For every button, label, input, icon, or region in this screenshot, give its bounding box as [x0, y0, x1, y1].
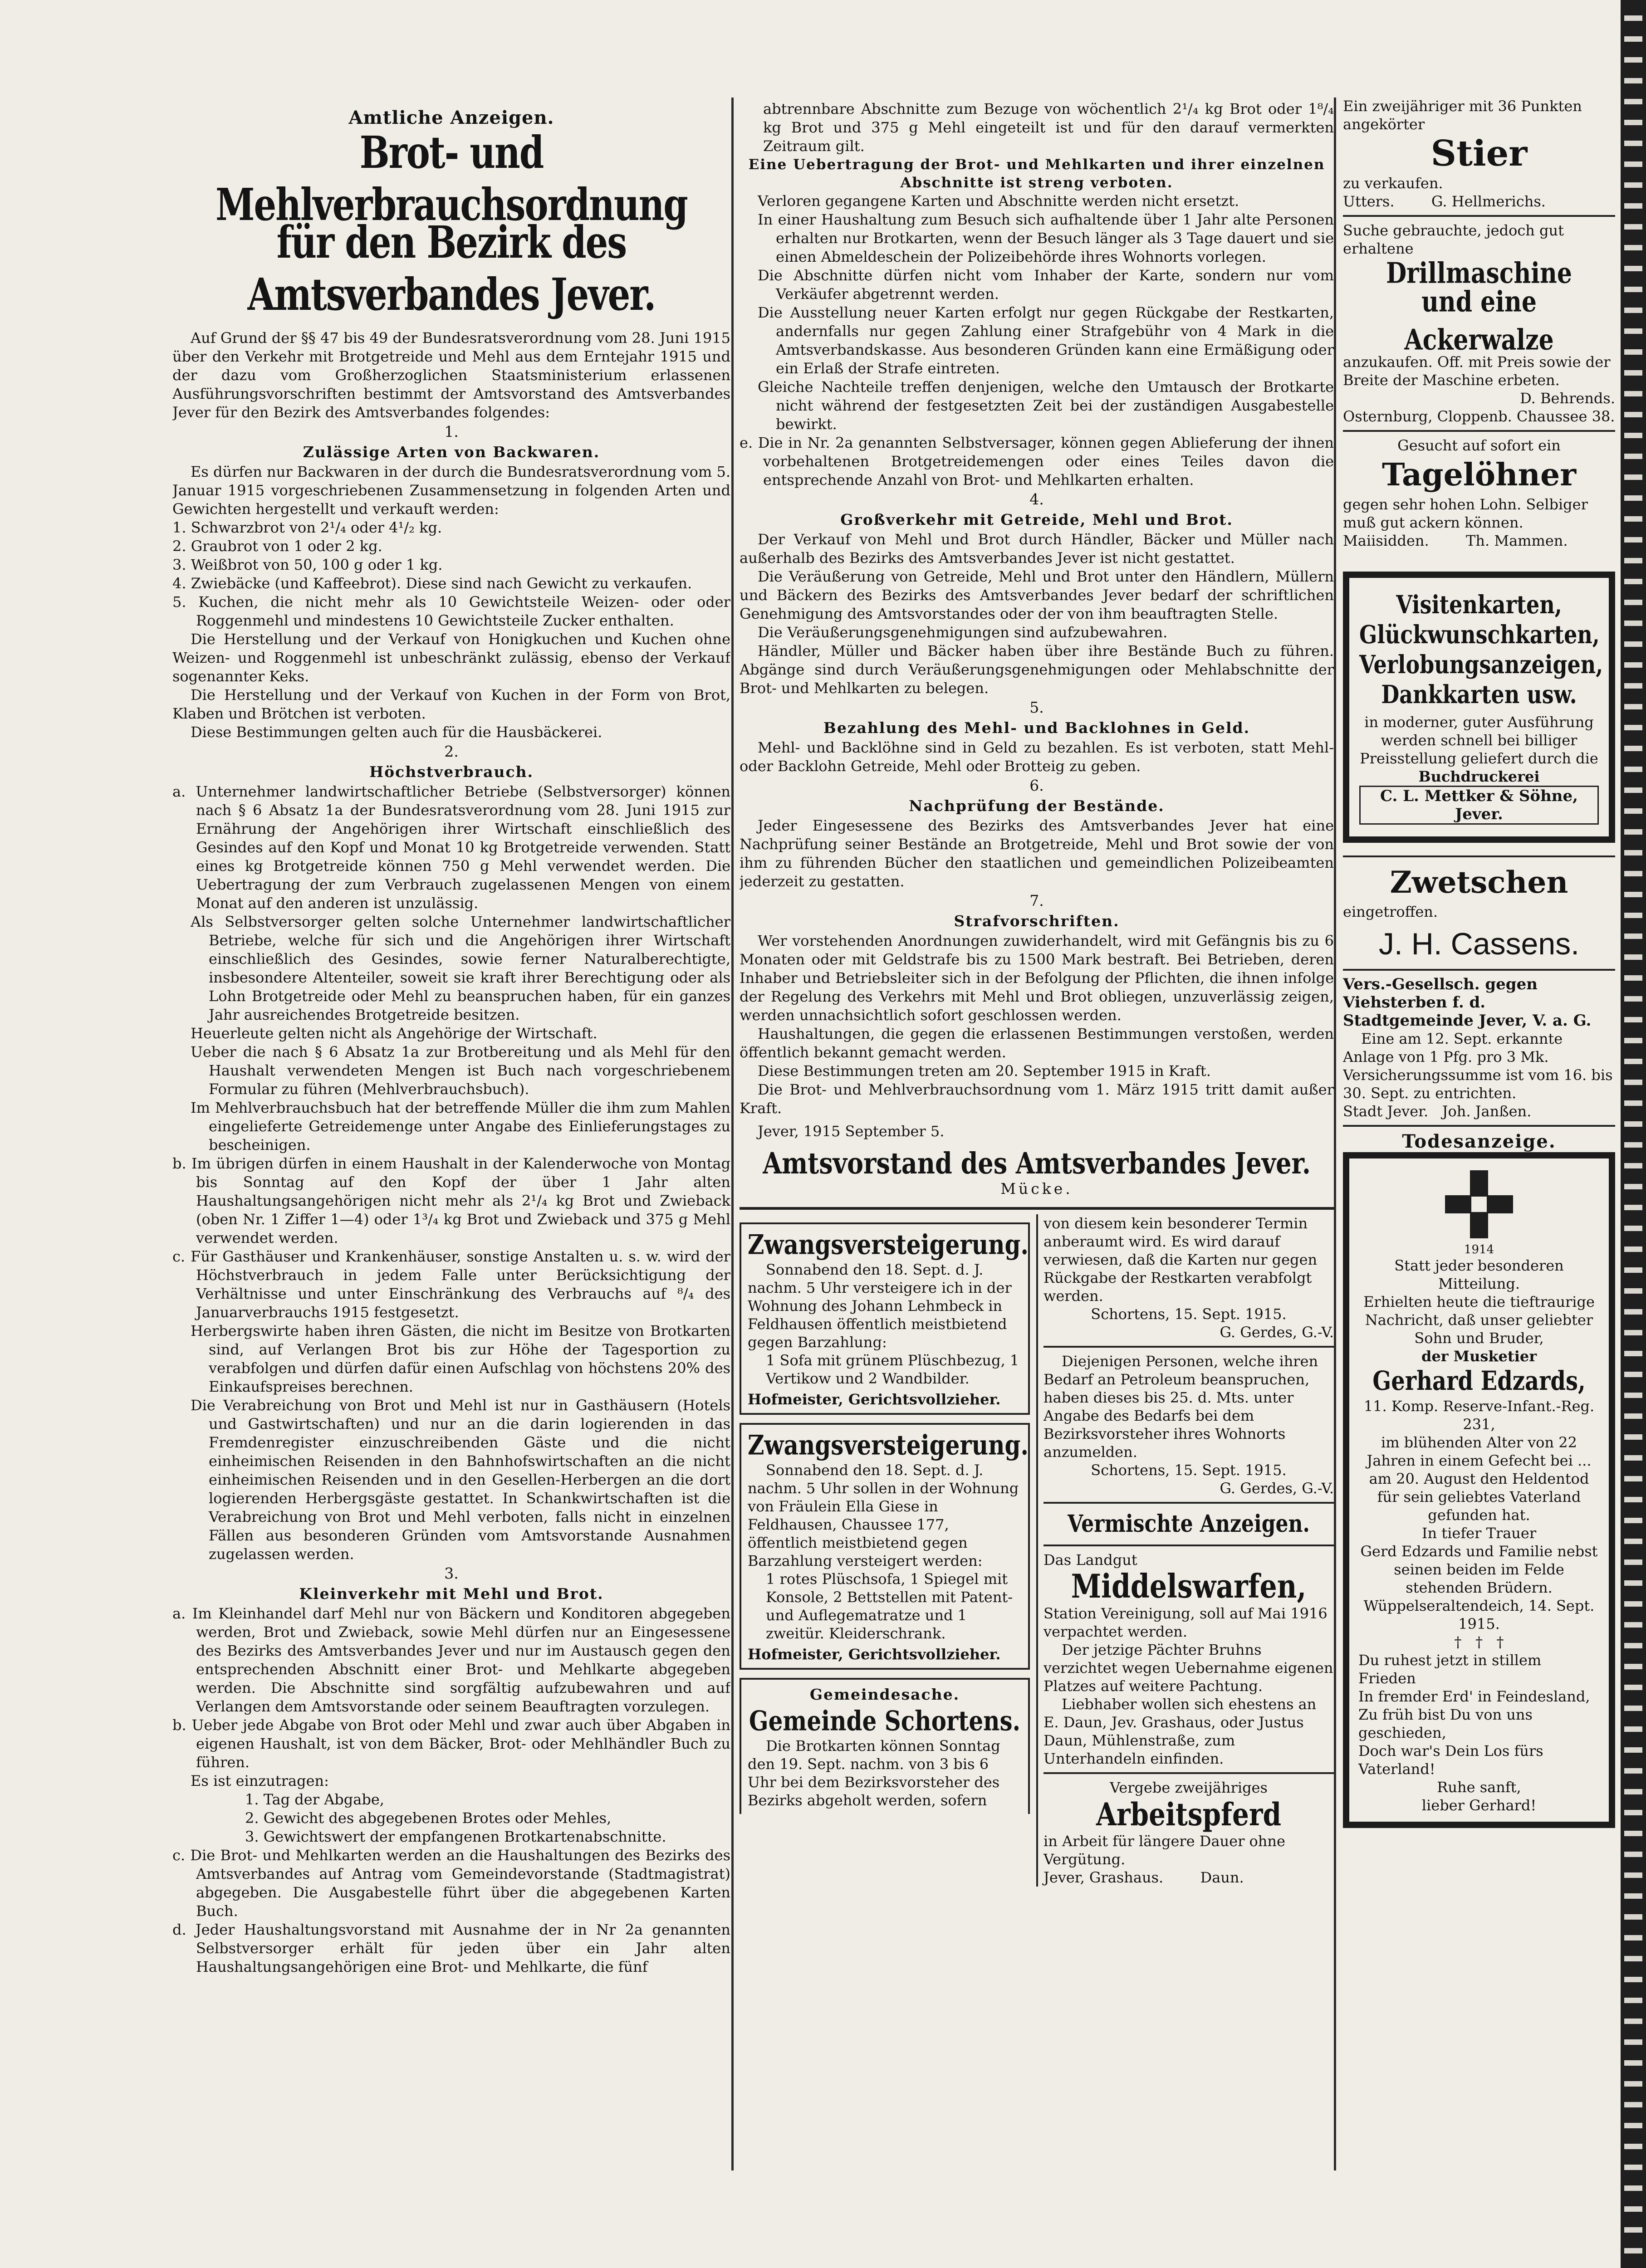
section-4-para: Händler, Müller und Bäcker haben über ihre Bestände Buch zu führen. Abgänge sind durch Veräußerungsgenehmigungen oder Mehlabschnitte der Brot- und Mehlkarten zu belegen. — [740, 642, 1334, 697]
estate-intro: Das Landgut — [1043, 1551, 1137, 1569]
auction-2-items: 1 rotes Plüschsofa, 1 Spiegel mit Konsole, 2 Bettstellen mit Patent- und Auflegematratze und 1 zweitür. Kleiderschrank. — [766, 1570, 1013, 1642]
separator — [1343, 430, 1615, 432]
scan-edge-holes — [1624, 0, 1642, 2268]
bull-sign: Utters. G. Hellmerichs. — [1343, 193, 1546, 210]
section-3-e: e. Die in Nr. 2a genannten Selbstversager, können gegen Ablieferung der ihnen vorbehaltenen Brotgetreidemengen oder eines Teiles davon die entsprechende Anzahl von Brot- und Mehlkarten erhalten. — [740, 434, 1334, 489]
ads-left — [740, 1214, 1030, 1887]
section-3-c: c. Die Brot- und Mehlkarten werden an die Haushaltungen des Bezirks des Amtsverbandes auf Antrag vom Gemeindevorstande (Stadtmagistrat) abgegeben. Die Ausgabestelle führt über die abgegebenen Karten Buch. — [172, 1847, 730, 1920]
printing-line: Verlobungsanzeigen, — [1359, 650, 1603, 679]
section-2-c: c. Für Gasthäuser und Krankenhäuser, sonstige Anstalten u. s. w. wird der Höchstverbrauch in jedem Falle unter Berücksichtigung der Verhältnisse und unter Einschränkung des Verbrauchs auf ⁸/₄ des Januarverbrauchs 1915 festgesetzt. — [172, 1248, 730, 1321]
auction-1-title: Zwangsversteigerung. — [748, 1228, 1029, 1261]
death-notice-line: Erhielten heute die tieftraurige Nachricht, daß unser geliebter Sohn und Bruder, — [1363, 1293, 1595, 1347]
auction-ad-1 — [740, 1222, 1030, 1415]
municipal-title: Gemeinde Schortens. — [749, 1705, 1021, 1737]
scan-edge-strip — [1621, 0, 1646, 2268]
separator — [1343, 1125, 1615, 1127]
section-1-number: 1. — [444, 423, 459, 440]
col2-para: Gleiche Nachteile treffen denjenigen, welche den Umtausch der Brotkarte nicht während der festgesetzten Zeit bei der zuständigen Ausgabestelle bewirkt. — [758, 378, 1334, 433]
section-4-para: Der Verkauf von Mehl und Brot durch Händler, Bäcker und Müller nach außerhalb des Bezirks des Amtsverbandes Jever ist nicht gestattet. — [740, 531, 1334, 567]
ration-notice-text: von diesem kein besonderer Termin anberaumt wird. Es wird darauf verwiesen, daß die Karten nur gegen Rückgabe der Restkarten verabfolgt werden. — [1043, 1215, 1318, 1305]
section-3-b: b. Ueber jede Abgabe von Brot oder Mehl und zwar auch über Abgaben in eigenen Haushalt, ist von dem Bäcker, Brot- oder Mehlhändler Buch zu führen. — [172, 1716, 730, 1771]
section-2-a-3: Heuerleute gelten nicht als Angehörige der Wirtschaft. — [191, 1025, 598, 1042]
section-2-c-3: Die Verabreichung von Brot und Mehl ist nur in Gasthäusern (Hotels und Gastwirtschaften) und nur an die darin logierenden in das Fremdenregister einzuschreibenden Gäste und die nicht einheimischen Reisenden in den Bahnhofswirtschaften an die nicht einheimischen Reisenden und in den Gesellen-Herbergen an die dort logierenden Herbergsgäste gestattet. In Schankwirtschaften ist die Verabreichung von Brot und Mehl verboten, falls nicht in einzelnen Fällen aus besonderen Gründen vom Amtsvorstande Ausnahmen zugelassen werden. — [191, 1397, 730, 1563]
drill-sign-1: D. Behrends. — [1520, 390, 1615, 407]
section-3-a: a. Im Kleinhandel darf Mehl nur von Bäckern und Konditoren abgegeben werden, Brot und Zwieback, sowie Mehl dürfen nur an Eingesessene des Bezirks des Amtsverbandes Jever und nur im Austausch gegen den entsprechenden Abschnitt einer Brot- und Mehlkarte abgegeben werden. Die Abschnitte sind sorgfältig aufzubewahren und auf Verlangen dem Amtsvorstande oder seinem Beauftragten vorzulegen. — [172, 1605, 730, 1715]
petroleum-notice-text: Diejenigen Personen, welche ihren Bedarf an Petroleum beanspruchen, haben dieses bis 25. d. Mts. unter Angabe des Bedarfs bei dem Bezirksvorsteher ihres Wohnorts anzumelden. — [1043, 1353, 1318, 1461]
estate-para: Liebhaber wollen sich ehestens an E. Daun, Jev. Grashaus, oder Justus Daun, Mühlenstraße, zum Unterhandeln einfinden. — [1043, 1696, 1317, 1767]
plums-title: Zwetschen — [1390, 865, 1568, 900]
section-4-number: 4. — [1029, 490, 1044, 508]
ads-lower-row — [740, 1214, 1334, 1887]
order-date: Jever, 1915 September 5. — [758, 1123, 945, 1140]
printing-line: Glückwunschkarten, — [1359, 620, 1600, 650]
order-signature-name: Mücke. — [1000, 1180, 1073, 1198]
death-notice-end: Ruhe sanft, — [1437, 1779, 1521, 1796]
iron-cross-icon — [1445, 1170, 1513, 1238]
title-line-2: für den Bezirk des Amtsverbandes Jever. — [247, 217, 656, 321]
bull-intro: Ein zweijähriger mit 36 Punkten angekörter — [1343, 98, 1582, 133]
column-2 — [740, 95, 1334, 2191]
section-1-para-2: Die Herstellung und der Verkauf von Honigkuchen und Kuchen ohne Weizen- und Roggenmehl ist unbeschränkt zulässig, ebenso der Verkauf sogenannter Keks. — [172, 631, 730, 685]
section-3-d: d. Jeder Haushaltungsvorstand mit Ausnahme der in Nr 2a genannten Selbstversorger erhält für jeden über ein Jahr alten Haushaltungsangehörigen eine Brot- und Mehlkarte, die fünf — [172, 1921, 730, 1975]
col2-para: Verloren gegangene Karten und Abschnitte werden nicht ersetzt. — [758, 192, 1239, 210]
section-4-para: Die Veräußerungsgenehmigungen sind aufzubewahren. — [758, 624, 1168, 641]
section-3-b-item: 3. Gewichtswert der empfangenen Brotkartenabschnitte. — [245, 1828, 666, 1845]
section-7-heading: Strafvorschriften. — [954, 912, 1120, 930]
printing-ad — [1343, 572, 1615, 843]
bull-title: Stier — [1430, 133, 1528, 174]
column-3 — [1343, 95, 1615, 2191]
death-notice-line: im blühenden Alter von 22 Jahren in einem Gefecht bei ... am 20. August den Heldentod für sein geliebtes Vaterland gefunden hat. — [1367, 1434, 1592, 1524]
municipal-label: Gemeindesache. — [809, 1686, 960, 1703]
laborer-sign: Maiisidden. Th. Mammen. — [1343, 532, 1568, 549]
printing-firm-label: Buchdruckerei — [1418, 768, 1540, 785]
printing-firm: C. L. Mettker & Söhne, Jever. — [1359, 786, 1599, 825]
section-2-heading: Höchstverbrauch. — [369, 763, 534, 781]
separator — [1343, 215, 1615, 217]
section-2-number: 2. — [444, 743, 459, 760]
estate-title: Middelswarfen, — [1071, 1568, 1307, 1606]
auction-2-text: Sonnabend den 18. Sept. d. J. nachm. 5 Uhr sollen in der Wohnung von Fräulein Ella Giese in Feldhausen, Chaussee 177, öffentlich meistbietend gegen Barzahlung versteigert werden: — [748, 1461, 1019, 1569]
section-3-number: 3. — [444, 1564, 459, 1582]
municipal-ad — [740, 1678, 1030, 1814]
estate-text: Station Vereinigung, soll auf Mai 1916 verpachtet werden. — [1043, 1605, 1328, 1640]
section-7-para: Haushaltungen, die gegen die erlassenen Bestimmungen verstoßen, werden öffentlich bekannt gemacht werden. — [740, 1025, 1334, 1061]
col2-para: Die Ausstellung neuer Karten erfolgt nur gegen Rückgabe der Restkarten, andernfalls nur gegen Zahlung einer Strafgebühr von 4 Mark in die Amtsverbandskasse. Aus besonderen Gründen kann eine Ermäßigung oder ein Erlaß der Strafe eintreten. — [758, 304, 1334, 377]
drill-text: anzukaufen. Off. mit Preis sowie der Breite der Maschine erbeten. — [1343, 353, 1611, 389]
laborer-title: Tagelöhner — [1381, 457, 1577, 493]
section-1-item: 4. Zwiebäcke (und Kaffeebrot). Diese sind nach Gewicht zu verkaufen. — [172, 575, 692, 592]
bull-text: zu verkaufen. — [1343, 175, 1443, 192]
death-notice-line: der Musketier — [1421, 1348, 1537, 1365]
order-signature-authority: Amtsvorstand des Amtsverbandes Jever. — [763, 1145, 1311, 1181]
section-1-item: 5. Kuchen, die nicht mehr als 10 Gewichtsteile Weizen- oder oder Roggenmehl und mindestens 10 Gewichtsteile Zucker enthalten. — [172, 593, 730, 629]
section-2-a-2: Als Selbstversorger gelten solche Unternehmer landwirtschaftlicher Betriebe, welche für sich und die Angehörigen ihrer Wirtschaft einschließlich des Gesindes, sowie ferner Naturalberechtigte, insbesondere Altenteiler, soweit sie kraft ihrer Berechtigung oder als Lohn Brotgetreide oder Mehl zu beanspruchen haben, für ein ganzes Jahr ausreichendes Brotgetreide besitzen. — [191, 913, 730, 1023]
column-rule-2 — [1334, 98, 1336, 2170]
ration-notice-date: Schortens, 15. Sept. 1915. — [1091, 1305, 1287, 1323]
column-rule-1 — [731, 98, 734, 2170]
poem-line: Zu früh bist Du von uns geschieden, — [1358, 1706, 1533, 1741]
section-4-heading: Großverkehr mit Getreide, Mehl und Brot. — [840, 511, 1233, 528]
auction-1-sign: Hofmeister, Gerichtsvollzieher. — [748, 1391, 1001, 1408]
poem-line: Du ruhest jetzt in stillem Frieden — [1358, 1652, 1542, 1687]
section-7-number: 7. — [1029, 892, 1044, 909]
municipal-text: Die Brotkarten können Sonntag den 19. Sept. nachm. von 3 bis 6 Uhr bei dem Bezirksvorsteher des Bezirks abgeholt werden, sofern — [748, 1737, 1000, 1809]
printing-line: Dankkarten usw. — [1381, 679, 1577, 709]
section-3-heading: Kleinverkehr mit Mehl und Brot. — [299, 1585, 604, 1603]
col2-para: Die Abschnitte dürfen nicht vom Inhaber der Karte, sondern nur vom Verkäufer abgetrennt werden. — [758, 267, 1334, 303]
death-notice-end: lieber Gerhard! — [1421, 1797, 1537, 1814]
death-notice-heading: Todesanzeige. — [1402, 1131, 1556, 1152]
auction-2-title: Zwangsversteigerung. — [748, 1429, 1029, 1461]
section-7-para: Die Brot- und Mehlverbrauchsordnung vom 1. März 1915 tritt damit außer Kraft. — [740, 1081, 1334, 1117]
section-1-heading: Zulässige Arten von Backwaren. — [303, 443, 600, 461]
poem-line: Doch war's Dein Los fürs Vaterland! — [1358, 1742, 1543, 1778]
drill-title-1: Drillmaschine — [1386, 256, 1572, 290]
laborer-intro: Gesucht auf sofort ein — [1397, 437, 1561, 454]
separator — [1043, 1772, 1334, 1774]
horse-sign: Jever, Grashaus. Daun. — [1043, 1869, 1244, 1886]
section-2-a: a. Unternehmer landwirtschaftlicher Betriebe (Selbstversorger) können nach § 6 Absatz 1a der Bundesratsverordnung vom 28. Juni 1915 zur Ernährung der Angehörigen ihrer Wirtschaft einschließlich des Gesindes auf den Kopf und Monat 10 kg Brotgetreide verwenden. Statt eines kg Brotgetreide können 750 g Mehl verwendet werden. Die Uebertragung der zum Verbrauch zugelassenen Mengen von einem Monat auf den anderen ist unzulässig. — [172, 783, 730, 912]
section-2-a-4: Ueber die nach § 6 Absatz 1a zur Brotbereitung und als Mehl für den Haushalt verwendeten Mengen ist Buch nach vorgeschriebenem Formular zu führen (Mehlverbrauchsbuch). — [191, 1043, 730, 1098]
col2-para: In einer Haushaltung zum Besuch sich aufhaltende über 1 Jahr alte Personen erhalten nur Brotkarten, wenn der Besuch länger als 3 Tage dauert und sie einen Abmeldeschein der Polizeibehörde ihres Wohnorts vorlegen. — [758, 211, 1334, 265]
section-5-para: Mehl- und Backlöhne sind in Geld zu bezahlen. Es ist verboten, statt Mehl- oder Backlohn Getreide, Mehl oder Brotteig zu geben. — [740, 739, 1334, 775]
section-2-a-5: Im Mehlverbrauchsbuch hat der betreffende Müller die ihm zum Mahlen eingelieferte Getreidemenge unter Angabe des Einlieferungstages zu bescheinigen. — [191, 1099, 730, 1154]
death-notice-place: Wüppelseraltendeich, 14. Sept. 1915. — [1363, 1597, 1595, 1633]
horse-text: in Arbeit für längere Dauer ohne Vergütung. — [1043, 1833, 1285, 1868]
deceased-name: Gerhard Edzards, — [1372, 1366, 1586, 1397]
plums-text: eingetroffen. — [1343, 903, 1438, 920]
horse-intro: Vergebe zweijähriges — [1110, 1779, 1268, 1796]
auction-2-sign: Hofmeister, Gerichtsvollzieher. — [748, 1646, 1001, 1663]
auction-1-items: 1 Sofa mit grünem Plüschbezug, 1 Vertikow und 2 Wandbilder. — [766, 1352, 1019, 1387]
death-notice-line: 11. Komp. Reserve-Infant.-Reg. 231, — [1363, 1398, 1595, 1433]
drill-title-2: und eine Ackerwalze — [1404, 285, 1554, 357]
separator — [1043, 1346, 1334, 1348]
section-3-b-item: 1. Tag der Abgabe, — [245, 1791, 384, 1808]
section-7-para: Wer vorstehenden Anordnungen zuwiderhandelt, wird mit Gefängnis bis zu 6 Monaten oder mit Geldstrafe bis zu 1500 Mark bestraft. Bei Betrieben, deren Inhaber und Betriebsleiter sich in der Befolgung der Pflichten, die ihnen infolge der Regelung des Verkehrs mit Mehl und Brot obliegen, unzuverlässig zeigen, werden unnachsichtlich sofort geschlossen werden. — [740, 932, 1334, 1024]
section-6-para: Jeder Eingesessene des Bezirks des Amtsverbandes Jever hat eine Nachprüfung seiner Bestände an Brotgetreide, Mehl und Brot sowie der von ihm zu führenden Bücher den staatlichen und gemeindlichen Polizeibeamten jederzeit zu gestatten. — [740, 817, 1334, 890]
section-2-b: b. Im übrigen dürfen in einem Haushalt in der Kalenderwoche von Montag bis Sonntag auf den Kopf der über 1 Jahr alten Haushaltungsangehörigen nicht mehr als 2¹/₄ kg Brot und Zwieback (oben Nr. 1 Ziffer 1—4) oder 1³/₄ kg Brot und Zwieback und 375 g Mehl verwendet werden. — [172, 1155, 730, 1246]
death-notice-line: Statt jeder besonderen Mitteilung. — [1394, 1257, 1564, 1292]
petroleum-notice-date: Schortens, 15. Sept. 1915. — [1091, 1461, 1287, 1479]
auction-1-text: Sonnabend den 18. Sept. d. J. nachm. 5 Uhr versteigere ich in der Wohnung des Johann Lehmbeck in Feldhausen öffentlich meistbietend gegen Barzahlung: — [748, 1261, 1012, 1351]
title-line-1: Brot- und Mehlverbrauchsordnung — [216, 127, 687, 231]
insurance-text: Eine am 12. Sept. erkannte Anlage von 1 Pfg. pro 3 Mk. Versicherungssumme ist vom 16. bis 30. Sept. zu entrichten. — [1343, 1030, 1613, 1102]
section-6-number: 6. — [1029, 777, 1044, 794]
plums-merchant: J. H. Cassens. — [1378, 927, 1580, 961]
horse-title: Arbeitspferd — [1096, 1796, 1281, 1833]
section-1-item: 2. Graubrot von 1 oder 2 kg. — [172, 538, 382, 555]
death-notice — [1343, 1152, 1615, 1828]
drill-intro: Suche gebrauchte, jedoch gut erhaltene — [1343, 222, 1564, 257]
section-6-heading: Nachprüfung der Bestände. — [909, 797, 1165, 815]
kicker: Amtliche Anzeigen. — [348, 107, 554, 128]
poem-line: In fremder Erd' in Feindesland, — [1358, 1688, 1590, 1705]
section-1-text: Es dürfen nur Backwaren in der durch die Bundesratsverordnung vom 5. Januar 1915 vorgeschriebenen Zusammensetzung in folgenden Arten und Gewichten hergestellt und verkauft werden: — [172, 463, 730, 518]
section-4-para: Die Veräußerung von Getreide, Mehl und Brot unter den Händlern, Müllern und Bäckern des Bezirks des Amtsverbandes Jever bedarf der schriftlichen Genehmigung des Amtsvorstandes oder der von ihm beauftragten Stelle. — [740, 568, 1334, 622]
ads-right — [1036, 1214, 1334, 1887]
separator — [1043, 1502, 1334, 1504]
death-notice-line: Gerd Edzards und Familie nebst seinen beiden im Felde stehenden Brüdern. — [1360, 1543, 1598, 1596]
section-1-item: 1. Schwarzbrot von 2¹/₄ oder 4¹/₂ kg. — [172, 519, 442, 536]
separator — [1043, 1545, 1334, 1546]
section-5-heading: Bezahlung des Mehl- und Backlohnes in Geld. — [823, 719, 1250, 737]
petroleum-notice-sign: G. Gerdes, G.-V. — [1220, 1480, 1334, 1497]
section-1-para-4: Diese Bestimmungen gelten auch für die Hausbäckerei. — [191, 723, 603, 741]
continued-text: abtrennbare Abschnitte zum Bezuge von wöchentlich 2¹/₄ kg Brot oder 1⁸/₄ kg Brot und 375 g Mehl eingeteilt ist und für den darauf vermerkten Zeitraum gilt. — [763, 100, 1334, 155]
iron-cross-year: 1914 — [1464, 1243, 1494, 1256]
death-notice-line: In tiefer Trauer — [1421, 1525, 1537, 1542]
column-1 — [172, 95, 730, 2191]
separator — [1343, 969, 1615, 971]
section-2-c-2: Herbergswirte haben ihren Gästen, die nicht im Besitze von Brotkarten sind, auf Verlangen Brot bis zur Höhe der Tagesportion zu verabfolgen und dürfen dafür einen Aufschlag von höchstens 20% des Einkaufspreises berechnen. — [191, 1322, 730, 1395]
section-5-number: 5. — [1029, 699, 1044, 716]
section-3-b-item: 2. Gewicht des abgegebenen Brotes oder Mehles, — [245, 1809, 612, 1827]
section-1-para-3: Die Herstellung und der Verkauf von Kuchen in der Form von Brot, Klaben und Brötchen ist verboten. — [172, 686, 730, 722]
printing-line: Visitenkarten, — [1396, 590, 1562, 620]
insurance-heading: Vers.-Gesellsch. gegen Viehsterben f. d. Stadtgemeinde Jever, V. a. G. — [1343, 975, 1592, 1030]
intro-paragraph: Auf Grund der §§ 47 bis 49 der Bundesratsverordnung vom 28. Juni 1915 über den Verkehr mit Brotgetreide und Mehl aus dem Erntejahr 1915 und der dazu vom Großherzoglichen Staatsministerium erlassenen Ausführungsvorschriften bestimmt der Amtsvorstand des Amtsverbandes Jever für den Bezirk des Amtsverbandes folgendes: — [172, 329, 730, 421]
separator — [740, 1207, 1334, 1210]
section-7-para: Diese Bestimmungen treten am 20. September 1915 in Kraft. — [758, 1062, 1211, 1080]
laborer-text: gegen sehr hohen Lohn. Selbiger muß gut ackern können. — [1343, 496, 1588, 531]
death-notice-crosses: † † † — [1454, 1633, 1504, 1651]
section-1-item: 3. Weißbrot von 50, 100 g oder 1 kg. — [172, 556, 443, 573]
insurance-sign: Stadt Jever. Joh. Janßen. — [1343, 1103, 1532, 1120]
estate-para: Der jetzige Pächter Bruhns verzichtet wegen Uebernahme eigenen Platzes auf weitere Pachtung. — [1043, 1641, 1333, 1695]
section-3-b-2: Es ist einzutragen: — [191, 1772, 329, 1789]
drill-sign-2: Osternburg, Cloppenb. Chaussee 38. — [1343, 408, 1615, 425]
auction-ad-2 — [740, 1423, 1030, 1670]
transfer-ban-heading: Eine Uebertragung der Brot- und Mehlkarten und ihrer einzelnen Abschnitte ist streng verboten. — [748, 156, 1325, 191]
separator — [1343, 855, 1615, 857]
ration-notice-sign: G. Gerdes, G.-V. — [1220, 1324, 1334, 1341]
misc-ads-heading: Vermischte Anzeigen. — [1068, 1510, 1310, 1538]
printing-text: in moderner, guter Ausführung werden schnell bei billiger Preisstellung geliefert durch die — [1360, 714, 1598, 767]
